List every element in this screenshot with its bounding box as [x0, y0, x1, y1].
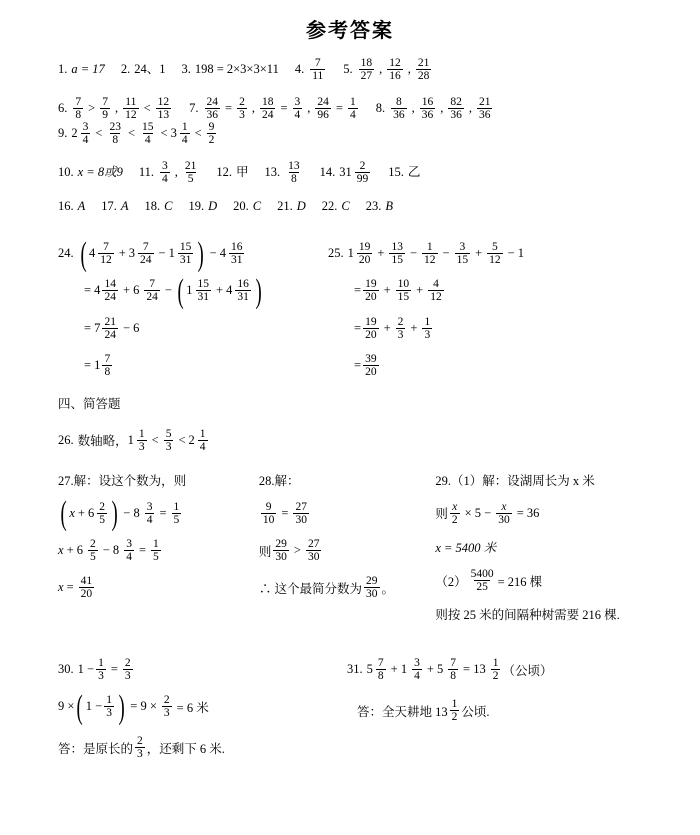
answer-item-3: 3. 198 = 2×3×3×11 [181, 61, 279, 76]
mixed-number: 2 $\frac{3}{4}$ [71, 121, 89, 147]
fraction: $\frac{7}{9}$ [102, 96, 108, 122]
fraction: $\frac{13}{8}$ [288, 160, 300, 186]
answer-item-11: 11. $\frac{3}{4}$ , $\frac{21}{5}$ [138, 160, 197, 186]
answer-item-9: 9. 2 $\frac{3}{4}$ < $\frac{23}{8}$ < $\frac{15}{4}$ < 3 $\frac{1}{4}$ < $\frac{9}{2}$ [58, 121, 215, 147]
answer-item-1: 1. a = 17 [58, 61, 105, 76]
answer-item-17: 17. A [101, 198, 129, 213]
page-title: 参考答案 [306, 20, 394, 42]
q30-line-2: 9 × ( 1 − $\frac{1}{3}$ ) = 9 × $\frac{2}{3}$ = 6 米 [58, 688, 209, 726]
answer-item-15: 15. 乙 [388, 165, 421, 180]
fraction: $\frac{12}{13}$ [157, 96, 170, 122]
q25-line-1: 25. 1 $\frac{19}{20}$ + $\frac{13}{15}$ − $\frac{1}{12}$ − $\frac{3}{15}$ + $\frac{5}{12}$ − 1 [328, 241, 525, 267]
fraction: $\frac{7}{8}$ [75, 96, 82, 122]
answer-item-16: 16. A [58, 198, 86, 213]
q28-line-1: $\frac{9}{10}$ = $\frac{27}{30}$ [262, 500, 307, 526]
q27-line-3: x = $\frac{41}{20}$ [58, 575, 93, 601]
answer-line-4 [58, 200, 646, 214]
fraction: $\frac{3}{4}$ [162, 160, 168, 186]
answer-sheet-page [0, 14, 700, 835]
answer-item-20: 20. C [233, 198, 262, 213]
q30-answer-line: 答：是原长的 $\frac{2}{3}$ ，还剩下 6 米. [58, 735, 225, 761]
q29-line-3: （2） $\frac{5400}{25}$ = 216 棵 [435, 568, 543, 594]
q28-head: 28.解： [258, 473, 300, 488]
comma: , [379, 61, 383, 76]
worked-answers-24-25 [58, 229, 646, 378]
fraction: $\frac{24}{36}$ [206, 96, 218, 122]
fraction: $\frac{18}{27}$ [360, 57, 373, 83]
q24-line-2: = 4 $\frac{14}{24}$ + 6 $\frac{7}{24}$ − ( 1 $\frac{15}{31}$ + 4 $\frac{16}{31}$ ) [84, 272, 262, 310]
answer-item-14: 14. 31 $\frac{2}{99}$ [320, 160, 373, 185]
answer-2-text: 24、1 [134, 61, 166, 76]
fraction: $\frac{9}{2}$ [208, 121, 215, 147]
q24-line-4: = 1 $\frac{7}{8}$ [84, 352, 111, 378]
q24-line-1: 24. ( 4 $\frac{7}{12}$ + 3 $\frac{7}{24}$ − 1 $\frac{15}{31}$ ) − 4 $\frac{16}{31}$ [58, 235, 243, 273]
mixed-number: 31 $\frac{2}{99}$ [339, 160, 369, 186]
fraction: $\frac{21}{28}$ [417, 57, 430, 83]
answers-body [0, 57, 700, 761]
q29-line-4: 则按 25 米的间隔种树需要 216 棵. [435, 608, 620, 623]
answer-item-10: 10. x = 8或9 [58, 165, 123, 180]
q24-line-3: = 7 $\frac{21}{24}$ − 6 [84, 315, 140, 341]
answer-item-13: 13. $\frac{13}{8}$ [264, 160, 300, 186]
answer-item-24 [58, 229, 328, 378]
q31-line-1: 31. 5 $\frac{7}{8}$ + 1 $\frac{3}{4}$ + 5 $\frac{7}{8}$ = 13 $\frac{1}{2}$ （公顷） [347, 657, 553, 683]
q28-line-2: 则 $\frac{29}{30}$ > $\frac{27}{30}$ [258, 538, 320, 564]
answer-item-22: 22. C [321, 198, 350, 213]
answer-item-28 [259, 471, 435, 623]
answer-item-31 [347, 645, 646, 760]
answer-item-21: 21. D [277, 198, 306, 213]
q29-head: 29.（1）解：设湖周长为 x 米 [435, 473, 595, 488]
q25-line-3: = $\frac{19}{20}$ + $\frac{2}{3}$ + $\frac{1}{3}$ [354, 315, 431, 341]
fraction: $\frac{21}{36}$ [478, 96, 491, 122]
answer-item-18: 18. C [144, 198, 173, 213]
fraction: $\frac{2}{3}$ [239, 96, 245, 122]
answer-line-2 [58, 96, 646, 146]
q31-answer-line: 答：全天耕地 13 $\frac{1}{2}$ 公顷. [357, 698, 490, 724]
q25-line-4: = $\frac{39}{20}$ [354, 352, 377, 378]
mixed-number: 3 $\frac{1}{4}$ [170, 121, 188, 147]
answer-item-27 [58, 471, 259, 623]
q29-line-2: x = 5400 米 [435, 541, 497, 555]
fraction: $\frac{11}{12}$ [125, 96, 137, 122]
fraction: $\frac{23}{8}$ [109, 121, 121, 147]
q29-line-1: 则 $\frac{x}{2}$ × 5 − $\frac{x}{30}$ = 36 [435, 500, 540, 526]
q27-line-2: x + 6 $\frac{2}{5}$ − 8 $\frac{3}{4}$ = $\frac{1}{5}$ [58, 538, 159, 564]
q27-line-1: ( x + 6 $\frac{2}{5}$ ) − 8 $\frac{3}{4}$ = $\frac{1}{5}$ [60, 495, 180, 533]
answer-1-text: a = 17 [71, 61, 105, 76]
answer-3-text: 198 = 2×3×3×11 [194, 61, 279, 76]
fraction: $\frac{21}{5}$ [184, 160, 197, 186]
answer-item-19: 19. D [188, 198, 218, 213]
answer-line-1 [58, 57, 646, 82]
answer-item-29 [435, 471, 646, 623]
fraction: $\frac{82}{36}$ [450, 96, 462, 122]
fraction: $\frac{15}{4}$ [142, 121, 154, 147]
fraction: $\frac{18}{24}$ [261, 96, 274, 122]
answer-item-7: 7. $\frac{24}{36}$ = $\frac{2}{3}$ , $\frac{18}{24}$ = $\frac{3}{4}$ , $\frac{24}{96}$ = $\frac{1}{4}$ [189, 96, 356, 122]
worked-answers-30-31 [58, 645, 646, 760]
fraction: $\frac{1}{4}$ [349, 96, 356, 122]
answer-item-12: 12. 甲 [216, 165, 249, 180]
fraction: $\frac{8}{36}$ [393, 96, 405, 122]
comma: , [407, 61, 411, 76]
fraction: $\frac{12}{16}$ [389, 57, 401, 83]
answer-line-3 [58, 160, 646, 185]
answer-item-4: 4. $\frac{7}{11}$ [294, 57, 324, 83]
answer-item-6: 6. $\frac{7}{8}$ > $\frac{7}{9}$ , $\frac{11}{12}$ < $\frac{12}{13}$ [58, 96, 170, 122]
fraction: $\frac{16}{36}$ [421, 96, 434, 122]
answer-item-30 [58, 645, 347, 760]
answer-item-8: 8. $\frac{8}{36}$ , $\frac{16}{36}$ , $\frac{82}{36}$ , $\frac{21}{36}$ [375, 96, 491, 122]
q25-line-2: = $\frac{19}{20}$ + $\frac{10}{15}$ + $\frac{4}{12}$ [354, 278, 442, 304]
section-heading-4: 四、简答题 [58, 396, 121, 411]
answer-item-26: 26. 数轴略， 1 $\frac{1}{3}$ < $\frac{5}{3}$ < 2 $\frac{1}{4}$ [58, 427, 206, 453]
answer-item-23: 23. B [365, 198, 394, 213]
answer-item-25 [328, 229, 628, 378]
answer-item-2: 2. 24、1 [120, 61, 166, 76]
worked-answers-27-29 [58, 471, 646, 623]
fraction: $\frac{7}{11}$ [312, 57, 324, 83]
q27-head: 27.解：设这个数为，则 [58, 473, 187, 488]
q28-line-3: ∴ 这个最简分数为 $\frac{29}{30}$ 。 [258, 575, 395, 601]
fraction: $\frac{24}{96}$ [317, 96, 329, 122]
answer-item-5: 5. $\frac{18}{27}$ , $\frac{12}{16}$ , $\frac{21}{28}$ [343, 57, 430, 83]
q30-line-1: 30. 1 − $\frac{1}{3}$ = $\frac{2}{3}$ [58, 657, 131, 683]
fraction: $\frac{3}{4}$ [294, 96, 301, 122]
